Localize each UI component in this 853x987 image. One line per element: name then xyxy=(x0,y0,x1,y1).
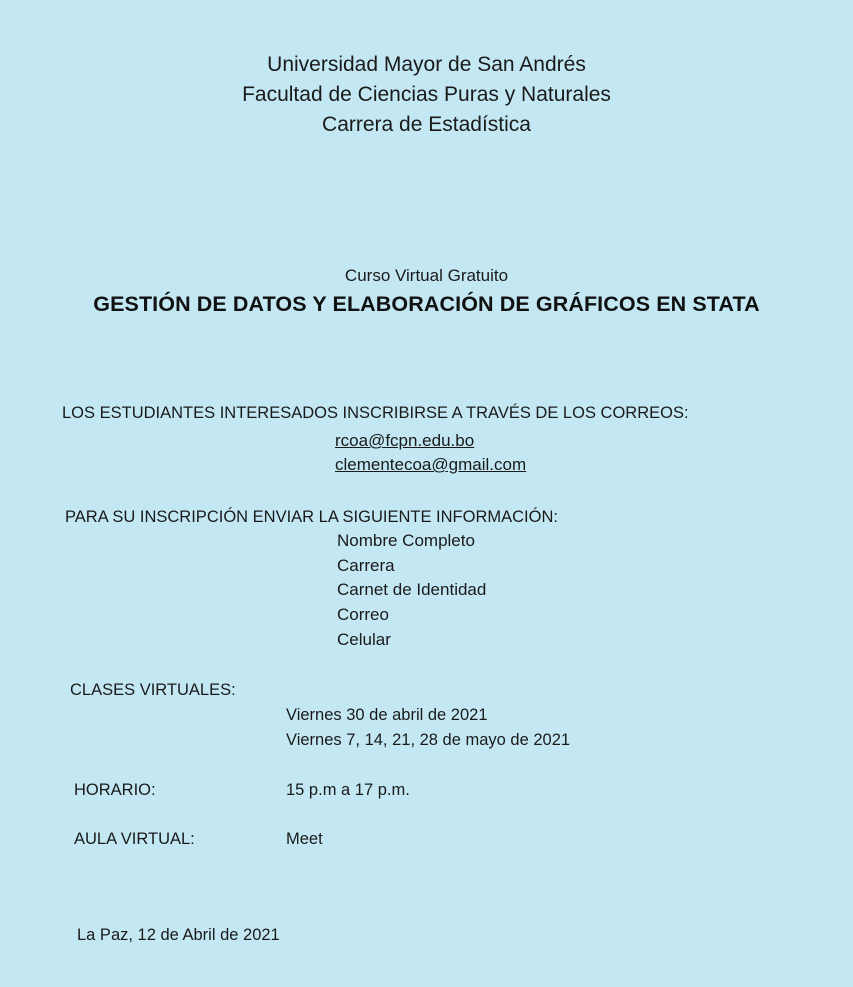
faculty-name: Facultad de Ciencias Puras y Naturales xyxy=(242,83,611,106)
department-name: Carrera de Estadística xyxy=(322,113,531,136)
institution-header xyxy=(0,50,853,140)
class-date: Viernes 7, 14, 21, 28 de mayo de 2021 xyxy=(286,731,571,749)
course-subtitle: Curso Virtual Gratuito xyxy=(344,266,509,285)
requirement-item: Carnet de Identidad xyxy=(337,580,487,599)
requirement-item: Nombre Completo xyxy=(337,531,475,550)
registration-intro: LOS ESTUDIANTES INTERESADOS INSCRIBIRSE A TRAVÉS DE LOS CORREOS: xyxy=(62,404,689,422)
hours-label: HORARIO: xyxy=(74,781,156,799)
virtual-room-label: AULA VIRTUAL: xyxy=(74,830,195,848)
virtual-room-value: Meet xyxy=(286,830,323,848)
course-title: GESTIÓN DE DATOS Y ELABORACIÓN DE GRÁFICOS EN STATA xyxy=(93,292,760,316)
hours-value: 15 p.m a 17 p.m. xyxy=(286,781,410,799)
requirement-item: Carrera xyxy=(337,556,395,575)
requirements-intro: PARA SU INSCRIPCIÓN ENVIAR LA SIGUIENTE INFORMACIÓN: xyxy=(65,508,558,526)
place-date: La Paz, 12 de Abril de 2021 xyxy=(77,926,280,944)
requirement-item: Celular xyxy=(337,630,391,649)
email-link[interactable]: clementecoa@gmail.com xyxy=(335,455,527,474)
email-link[interactable]: rcoa@fcpn.edu.bo xyxy=(335,431,475,450)
classes-label: CLASES VIRTUALES: xyxy=(70,681,236,699)
university-name: Universidad Mayor de San Andrés xyxy=(267,53,586,76)
class-date: Viernes 30 de abril de 2021 xyxy=(286,706,488,724)
requirement-item: Correo xyxy=(337,605,389,624)
